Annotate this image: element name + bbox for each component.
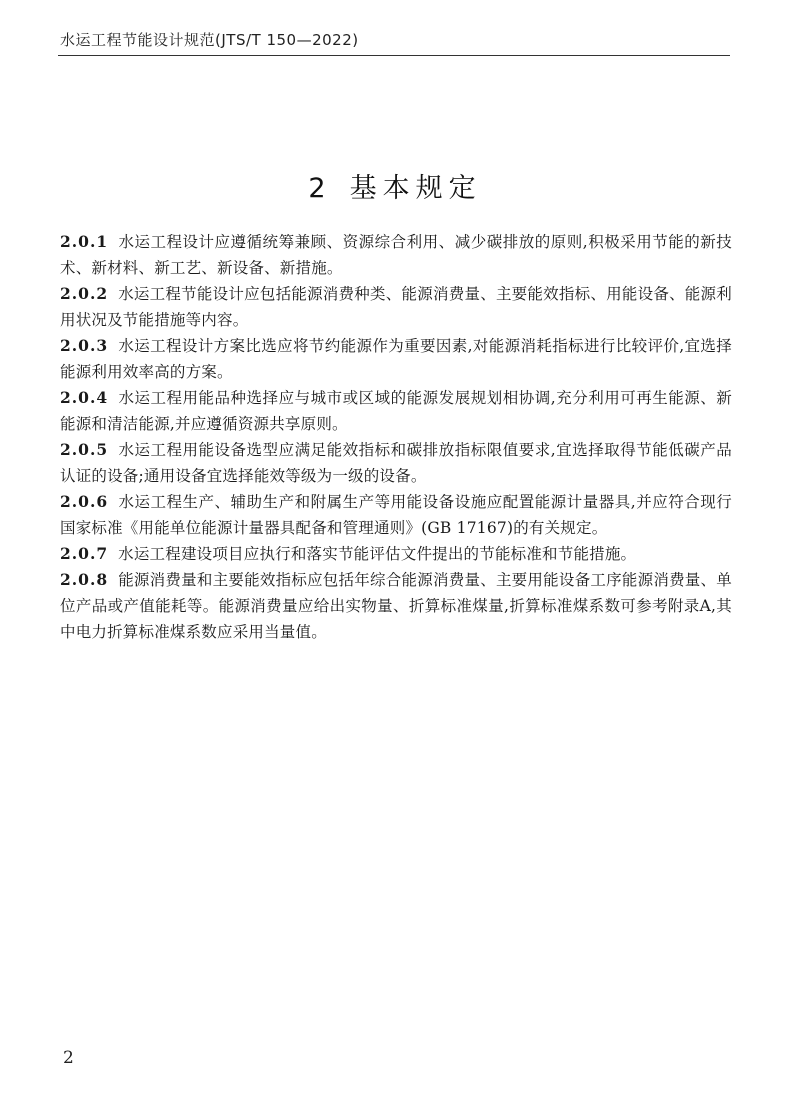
clause-2-0-3 — [60, 333, 732, 385]
chapter-title — [0, 166, 790, 205]
clause-2-0-6 — [60, 489, 732, 541]
clause-number: 2.0.5 — [60, 440, 109, 459]
clause-number: 2.0.2 — [60, 284, 109, 303]
clause-text: 水运工程设计应遵循统筹兼顾、资源综合利用、减少碳排放的原则,积极采用节能的新技术、新材料、新工艺、新设备、新措施。 — [60, 233, 732, 277]
clause-number: 2.0.8 — [60, 570, 109, 589]
clause-text: 水运工程用能设备选型应满足能效指标和碳排放指标限值要求,宜选择取得节能低碳产品认证的设备;通用设备宜选择能效等级为一级的设备。 — [60, 441, 732, 485]
clause-list — [60, 229, 732, 645]
clause-number: 2.0.4 — [60, 388, 109, 407]
clause-text: 水运工程建设项目应执行和落实节能评估文件提出的节能标准和节能措施。 — [118, 545, 637, 563]
clause-2-0-1 — [60, 229, 732, 281]
clause-2-0-8 — [60, 567, 732, 645]
clause-text: 水运工程生产、辅助生产和附属生产等用能设备设施应配置能源计量器具,并应符合现行国家标准《用能单位能源计量器具配备和管理通则》(GB 17167)的有关规定。 — [60, 493, 732, 537]
header-rule — [58, 55, 730, 56]
chapter-title-text: 基本规定 — [349, 173, 482, 204]
clause-2-0-5 — [60, 437, 732, 489]
clause-text: 能源消费量和主要能效指标应包括年综合能源消费量、主要用能设备工序能源消费量、单位产品或产值能耗等。能源消费量应给出实物量、折算标准煤量,折算标准煤系数可参考附录A,其中电力折算标准煤系数应采用当量值。 — [60, 571, 732, 641]
clause-2-0-2 — [60, 281, 732, 333]
running-header: 水运工程节能设计规范(JTS/T 150—2022) — [60, 31, 359, 49]
clause-number: 2.0.7 — [60, 544, 109, 563]
clause-number: 2.0.6 — [60, 492, 109, 511]
clause-2-0-4 — [60, 385, 732, 437]
clause-text: 水运工程用能品种选择应与城市或区域的能源发展规划相协调,充分利用可再生能源、新能源和清洁能源,并应遵循资源共享原则。 — [60, 389, 732, 433]
clause-number: 2.0.3 — [60, 336, 109, 355]
clause-number: 2.0.1 — [60, 232, 109, 251]
chapter-number: 2 — [308, 173, 332, 204]
clause-text: 水运工程设计方案比选应将节约能源作为重要因素,对能源消耗指标进行比较评价,宜选择能源利用效率高的方案。 — [60, 337, 732, 381]
clause-text: 水运工程节能设计应包括能源消费种类、能源消费量、主要能效指标、用能设备、能源利用状况及节能措施等内容。 — [60, 285, 732, 329]
page-number: 2 — [63, 1048, 74, 1068]
clause-2-0-7 — [60, 541, 732, 567]
